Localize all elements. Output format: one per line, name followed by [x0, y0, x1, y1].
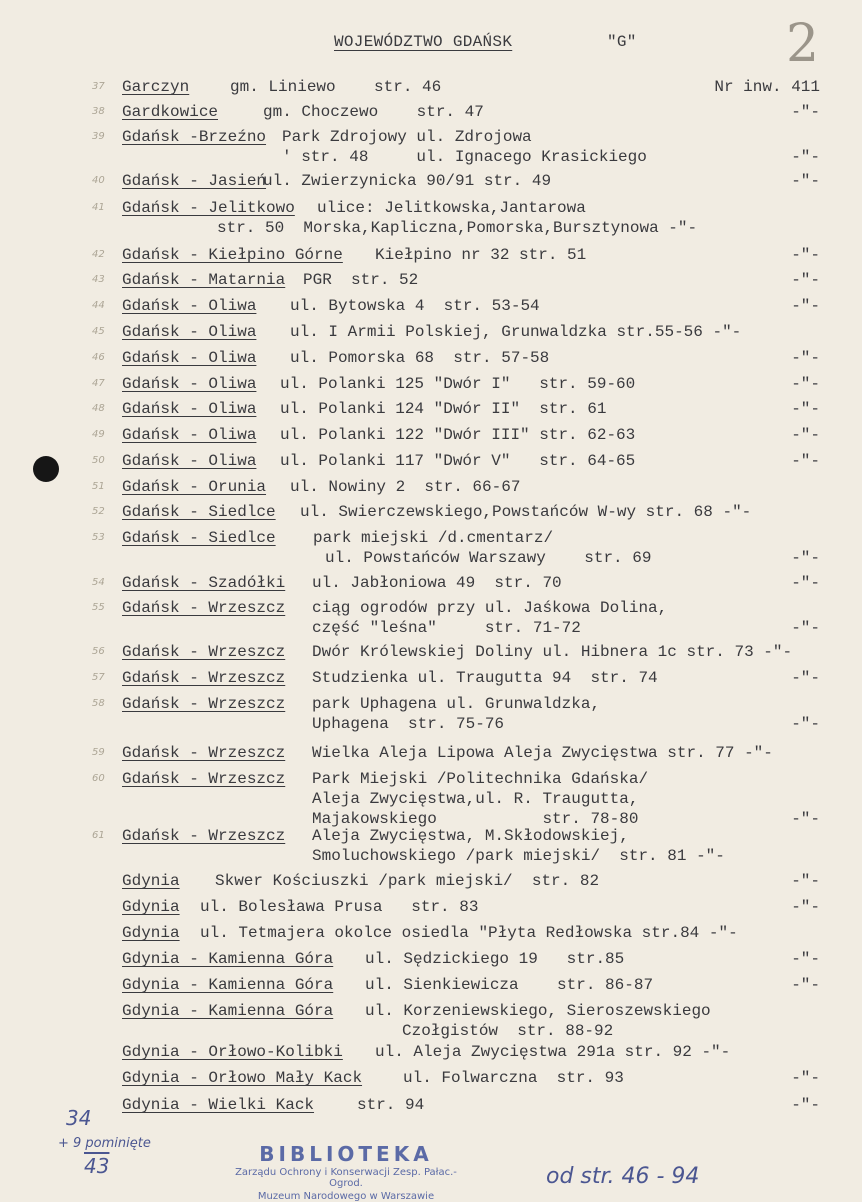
catalog-entry: [0, 572, 862, 597]
handwritten-total: 43: [84, 1154, 110, 1178]
inventory-ditto: -"-: [791, 574, 820, 592]
entry-number: 58: [92, 698, 105, 709]
stamp-line: Muzeum Narodowego w Warszawie: [257, 1191, 435, 1202]
entry-number: 45: [92, 326, 105, 337]
place-name: Gdańsk - Wrzeszcz: [122, 770, 286, 788]
place-name: Gdańsk - Oliwa: [122, 426, 257, 444]
entry-number: 39: [92, 131, 105, 142]
catalog-entry: [0, 870, 862, 896]
page-header: [0, 33, 862, 57]
catalog-entry: [0, 424, 862, 450]
entry-description-cont: ul. Powstańców Warszawy str. 69: [325, 549, 652, 567]
entry-description-cont: str. 50 Morska,Kapliczna,Pomorska,Bursztynowa -"-: [217, 219, 698, 237]
entry-number: 59: [92, 747, 105, 758]
stamp-title: BIBLIOTEKA: [259, 1142, 433, 1166]
inventory-ditto: -"-: [791, 715, 820, 733]
entry-description: Park Miejski /Politechnika Gdańska/: [312, 770, 649, 788]
entry-number: 60: [92, 773, 105, 784]
catalog-entry: [0, 76, 862, 101]
entry-number: 43: [92, 274, 105, 285]
letter-index: "G": [607, 33, 637, 51]
catalog-entry: [0, 450, 862, 476]
entry-number: 57: [92, 672, 105, 683]
place-name: Gdańsk - Szadółki: [122, 574, 286, 592]
catalog-entry: [0, 641, 862, 667]
entry-description: ul. Polanki 117 "Dwór V" str. 64-65: [280, 452, 636, 470]
place-name: Gdańsk -Brzeźno: [122, 128, 267, 146]
entry-number: 50: [92, 455, 105, 466]
inventory-ditto: -"-: [791, 375, 820, 393]
place-name: Gdynia - Kamienna Góra: [122, 1002, 334, 1020]
catalog-entry: [0, 948, 862, 974]
region-title: WOJEWÓDZTWO GDAŃSK: [334, 33, 513, 51]
inventory-ditto: -"-: [791, 950, 820, 968]
place-name: Gdańsk - Wrzeszcz: [122, 827, 286, 845]
entry-description-cont: Czołgistów str. 88-92: [402, 1022, 614, 1040]
place-name: Gdańsk - Orunia: [122, 478, 267, 496]
catalog-entry: [0, 501, 862, 527]
entry-description: ul. Korzeniewskiego, Sieroszewskiego: [365, 1002, 711, 1020]
entry-number: 37: [92, 81, 105, 92]
inventory-ditto: -"-: [791, 976, 820, 994]
entry-description: ul. Polanki 124 "Dwór II" str. 61: [280, 400, 607, 418]
entry-number: 53: [92, 532, 105, 543]
place-name: Gdańsk - Oliwa: [122, 452, 257, 470]
place-name: Gdynia: [122, 898, 180, 916]
catalog-entry: [0, 1067, 862, 1094]
catalog-entry: [0, 398, 862, 424]
catalog-entry: [0, 101, 862, 126]
entry-number: 61: [92, 830, 105, 841]
inventory-ditto: Nr inw. 411: [714, 78, 820, 96]
place-name: Gdańsk - Oliwa: [122, 375, 257, 393]
entry-list: [0, 76, 862, 1120]
entry-description: Aleja Zwycięstwa, M.Skłodowskiej,: [312, 827, 629, 845]
inventory-ditto: -"-: [791, 297, 820, 315]
catalog-entry: [0, 170, 862, 197]
handwritten-plus: + 9 pominięte: [58, 1136, 151, 1151]
entry-description-cont: Aleja Zwycięstwa,ul. R. Traugutta,: [312, 790, 639, 808]
entry-description: park Uphagena ul. Grunwaldzka,: [312, 695, 601, 713]
catalog-entry: [0, 347, 862, 373]
entry-description-cont: ' str. 48 ul. Ignacego Krasickiego: [282, 148, 647, 166]
entry-description: ul. Folwarczna str. 93: [403, 1069, 624, 1087]
entry-description: gm. Liniewo str. 46: [230, 78, 442, 96]
entry-description: ul. Swierczewskiego,Powstańców W-wy str. 68 -"-: [300, 503, 752, 521]
entry-description: ul. Sędzickiego 19 str.85: [365, 950, 625, 968]
place-name: Gdynia: [122, 924, 180, 942]
place-name: Gdańsk - Matarnia: [122, 271, 286, 289]
entry-description: ulice: Jelitkowska,Jantarowa: [317, 199, 586, 217]
place-name: Gdańsk - Siedlce: [122, 503, 276, 521]
catalog-entry: [0, 295, 862, 321]
inventory-ditto: -"-: [791, 872, 820, 890]
catalog-entry: [0, 742, 862, 768]
place-name: Garczyn: [122, 78, 190, 96]
inventory-ditto: -"-: [791, 103, 820, 121]
entry-description: ul. Tetmajera okolce osiedla "Płyta Redłowska str.84 -"-: [200, 924, 738, 942]
place-name: Gdynia - Wielki Kack: [122, 1096, 315, 1114]
entry-number: 46: [92, 352, 105, 363]
inventory-ditto: -"-: [791, 400, 820, 418]
entry-description-cont: Smoluchowskiego /park miejski/ str. 81 -"-: [312, 847, 725, 865]
entry-description-cont: część "leśna" str. 71-72: [312, 619, 581, 637]
place-name: Gdańsk - Siedlce: [122, 529, 276, 547]
place-name: Gdańsk - Oliwa: [122, 323, 257, 341]
entry-description: ul. Bolesława Prusa str. 83: [200, 898, 479, 916]
library-stamp: [226, 1142, 466, 1202]
catalog-entry: [0, 1000, 862, 1041]
place-name: Gardkowice: [122, 103, 219, 121]
inventory-ditto: -"-: [791, 246, 820, 264]
stamp-line: Zarządu Ochrony i Konserwacji Zesp. Pałac.-Ogrod.: [235, 1167, 457, 1189]
entry-description-cont: Uphagena str. 75-76: [312, 715, 505, 733]
place-name: Gdynia - Orłowo Mały Kack: [122, 1069, 363, 1087]
entry-number: 41: [92, 202, 105, 213]
inventory-ditto: -"-: [791, 1069, 820, 1087]
catalog-entry: [0, 667, 862, 693]
catalog-entry: [0, 373, 862, 398]
entry-description: Skwer Kościuszki /park miejski/ str. 82: [215, 872, 600, 890]
place-name: Gdańsk - Oliwa: [122, 400, 257, 418]
inventory-ditto: -"-: [791, 271, 820, 289]
place-name: Gdańsk - Wrzeszcz: [122, 695, 286, 713]
entry-description: ul. Pomorska 68 str. 57-58: [290, 349, 550, 367]
handwritten-range: od str. 46 - 94: [546, 1164, 700, 1189]
place-name: Gdynia - Orłowo-Kolibki: [122, 1043, 343, 1061]
catalog-entry: [0, 321, 862, 347]
entry-description: park miejski /d.cmentarz/: [313, 529, 554, 547]
entry-description: ul. Zwierzynicka 90/91 str. 49: [263, 172, 552, 190]
entry-description-cont: Majakowskiego str. 78-80: [312, 810, 639, 828]
inventory-ditto: -"-: [791, 349, 820, 367]
pencil-page-number: 2: [786, 14, 820, 74]
inventory-ditto: -"-: [791, 619, 820, 637]
catalog-entry: [0, 1041, 862, 1067]
place-name: Gdynia: [122, 872, 180, 890]
catalog-entry: [0, 974, 862, 1000]
inventory-ditto: -"-: [791, 1096, 820, 1114]
catalog-entry: [0, 269, 862, 295]
place-name: Gdańsk - Jasień: [122, 172, 267, 190]
place-name: Gdańsk - Oliwa: [122, 349, 257, 367]
entry-number: 40: [92, 175, 105, 186]
entry-number: 56: [92, 646, 105, 657]
entry-number: 52: [92, 506, 105, 517]
entry-description: ul. Polanki 122 "Dwór III" str. 62-63: [280, 426, 636, 444]
catalog-entry: [0, 597, 862, 641]
catalog-entry: [0, 527, 862, 572]
catalog-entry: [0, 825, 862, 870]
entry-description: Studzienka ul. Traugutta 94 str. 74: [312, 669, 658, 687]
catalog-entry: [0, 693, 862, 742]
catalog-entry: [0, 476, 862, 501]
entry-description: ul. Jabłoniowa 49 str. 70: [312, 574, 562, 592]
entry-number: 54: [92, 577, 105, 588]
place-name: Gdańsk - Kiełpino Górne: [122, 246, 343, 264]
entry-description: ul. Bytowska 4 str. 53-54: [290, 297, 540, 315]
place-name: Gdańsk - Wrzeszcz: [122, 744, 286, 762]
place-name: Gdańsk - Wrzeszcz: [122, 599, 286, 617]
entry-number: 42: [92, 249, 105, 260]
catalog-entry: [0, 197, 862, 244]
entry-number: 48: [92, 403, 105, 414]
entry-number: 38: [92, 106, 105, 117]
entry-number: 47: [92, 378, 105, 389]
entry-description: Dwór Królewskiej Doliny ul. Hibnera 1c str. 73 -"-: [312, 643, 793, 661]
inventory-ditto: -"-: [791, 669, 820, 687]
catalog-entry: [0, 126, 862, 170]
place-name: Gdańsk - Wrzeszcz: [122, 643, 286, 661]
entry-description: ciąg ogrodów przy ul. Jaśkowa Dolina,: [312, 599, 668, 617]
place-name: Gdynia - Kamienna Góra: [122, 950, 334, 968]
entry-description: Park Zdrojowy ul. Zdrojowa: [282, 128, 532, 146]
entry-description: ul. Polanki 125 "Dwór I" str. 59-60: [280, 375, 636, 393]
place-name: Gdańsk - Wrzeszcz: [122, 669, 286, 687]
inventory-ditto: -"-: [791, 810, 820, 828]
entry-number: 44: [92, 300, 105, 311]
entry-number: 49: [92, 429, 105, 440]
inventory-ditto: -"-: [791, 549, 820, 567]
entry-description: Kiełpino nr 32 str. 51: [375, 246, 587, 264]
inventory-ditto: -"-: [791, 898, 820, 916]
handwritten-count: 34: [66, 1106, 92, 1130]
entry-description: PGR str. 52: [303, 271, 419, 289]
catalog-entry: [0, 1094, 862, 1120]
entry-description: Wielka Aleja Lipowa Aleja Zwycięstwa str. 77 -"-: [312, 744, 773, 762]
entry-description: ul. Aleja Zwycięstwa 291a str. 92 -"-: [375, 1043, 731, 1061]
entry-description: str. 94: [357, 1096, 425, 1114]
place-name: Gdynia - Kamienna Góra: [122, 976, 334, 994]
inventory-ditto: -"-: [791, 172, 820, 190]
inventory-ditto: -"-: [791, 148, 820, 166]
catalog-entry: [0, 244, 862, 269]
entry-description: gm. Choczewo str. 47: [263, 103, 484, 121]
place-name: Gdańsk - Oliwa: [122, 297, 257, 315]
entry-number: 51: [92, 481, 105, 492]
inventory-ditto: -"-: [791, 426, 820, 444]
entry-description: ul. Nowiny 2 str. 66-67: [290, 478, 521, 496]
entry-description: ul. Sienkiewicza str. 86-87: [365, 976, 654, 994]
place-name: Gdańsk - Jelitkowo: [122, 199, 295, 217]
catalog-entry: [0, 922, 862, 948]
catalog-entry: [0, 768, 862, 828]
entry-number: 55: [92, 602, 105, 613]
catalog-entry: [0, 896, 862, 922]
inventory-ditto: -"-: [791, 452, 820, 470]
entry-description: ul. I Armii Polskiej, Grunwaldzka str.55-56 -"-: [290, 323, 742, 341]
